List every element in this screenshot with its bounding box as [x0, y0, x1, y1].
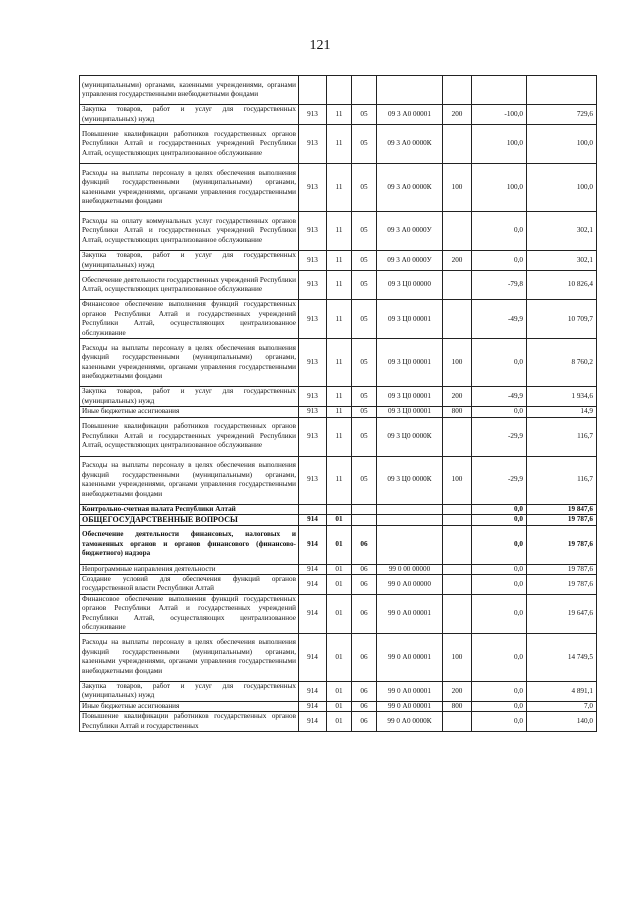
table-row — [80, 300, 597, 339]
section-code: 01 — [327, 564, 352, 574]
expense-type-code: 200 — [443, 251, 472, 271]
table-row — [80, 712, 597, 732]
total-amount: 116,7 — [527, 417, 597, 456]
total-amount: 19 787,6 — [527, 564, 597, 574]
ministry-code: 913 — [299, 212, 327, 251]
row-name: Обеспечение деятельности финансовых, налоговых и таможенных органов и органов финансового (финансово-бюджетного) надзора — [80, 525, 299, 564]
row-name: Повышение квалификации работников государственных органов Республики Алтай и государственных учреждений Республики Алтай, осуществляющих централизованное обслуживание — [80, 125, 299, 164]
section-code: 01 — [327, 594, 352, 633]
row-name: Расходы на выплаты персоналу в целях обеспечения выполнения функций государственными (муниципальными) органами, казенными учреждениями, органами управления государственными внебюджетными фондами — [80, 339, 299, 387]
target-article-code: 99 0 00 00000 — [377, 564, 443, 574]
total-amount: 14 749,5 — [527, 633, 597, 681]
target-article-code: 09 3 Ц0 00001 — [377, 407, 443, 417]
section-code: 11 — [327, 271, 352, 300]
row-name: Финансовое обеспечение выполнения функций государственных органов Республики Алтай и государственных учреждений Республики Алтай, осуществляющих централизованное обслуживание — [80, 594, 299, 633]
subsection-code: 06 — [352, 564, 377, 574]
change-amount: 0,0 — [472, 564, 527, 574]
ministry-code: 914 — [299, 701, 327, 711]
target-article-code: 09 3 А0 0000У — [377, 251, 443, 271]
table-row — [80, 633, 597, 681]
subsection-code: 05 — [352, 105, 377, 125]
subsection-code: 06 — [352, 525, 377, 564]
target-article-code: 09 3 Ц0 0000К — [377, 456, 443, 504]
section-code — [327, 504, 352, 514]
ministry-code — [299, 504, 327, 514]
target-article-code: 99 0 А0 00000 — [377, 574, 443, 594]
section-code: 11 — [327, 417, 352, 456]
table-body — [80, 76, 597, 732]
target-article-code: 99 0 А0 00001 — [377, 681, 443, 701]
change-amount: 100,0 — [472, 164, 527, 212]
expense-type-code — [443, 504, 472, 514]
ministry-code: 913 — [299, 300, 327, 339]
change-amount: 0,0 — [472, 504, 527, 514]
subsection-code: 05 — [352, 300, 377, 339]
table-row — [80, 701, 597, 711]
change-amount: 0,0 — [472, 633, 527, 681]
target-article-code: 09 3 Ц0 00001 — [377, 339, 443, 387]
ministry-code: 914 — [299, 574, 327, 594]
section-code: 01 — [327, 633, 352, 681]
ministry-code: 913 — [299, 339, 327, 387]
row-name: Иные бюджетные ассигнования — [80, 407, 299, 417]
total-amount: 10 709,7 — [527, 300, 597, 339]
subsection-code: 05 — [352, 271, 377, 300]
section-code — [327, 76, 352, 105]
subsection-code — [352, 76, 377, 105]
total-amount: 10 826,4 — [527, 271, 597, 300]
target-article-code — [377, 504, 443, 514]
table-row — [80, 574, 597, 594]
section-code: 11 — [327, 387, 352, 407]
row-name: Расходы на выплаты персоналу в целях обеспечения выполнения функций государственными (муниципальными) органами, казенными учреждениями, органами управления государственными внебюджетными фондами — [80, 456, 299, 504]
change-amount: -49,9 — [472, 300, 527, 339]
ministry-code: 913 — [299, 271, 327, 300]
subsection-code: 05 — [352, 251, 377, 271]
change-amount: -100,0 — [472, 105, 527, 125]
total-amount: 19 787,6 — [527, 525, 597, 564]
change-amount: 0,0 — [472, 594, 527, 633]
section-code: 11 — [327, 339, 352, 387]
expense-type-code: 100 — [443, 456, 472, 504]
expense-type-code — [443, 125, 472, 164]
table-row — [80, 594, 597, 633]
target-article-code: 09 3 А0 0000К — [377, 125, 443, 164]
row-name: Обеспечение деятельности государственных учреждений Республики Алтай, осуществляющих централизованное обслуживание — [80, 271, 299, 300]
expense-type-code: 100 — [443, 164, 472, 212]
row-name: Повышение квалификации работников государственных органов Республики Алтай и государственных учреждений Республики Алтай, осуществляющих централизованное обслуживание — [80, 417, 299, 456]
subsection-code: 05 — [352, 456, 377, 504]
table-row — [80, 76, 597, 105]
table-row — [80, 271, 597, 300]
expense-type-code — [443, 712, 472, 732]
total-amount: 116,7 — [527, 456, 597, 504]
row-name: Закупка товаров, работ и услуг для государственных (муниципальных) нужд — [80, 105, 299, 125]
row-name: Иные бюджетные ассигнования — [80, 701, 299, 711]
subsection-code: 06 — [352, 594, 377, 633]
section-code: 11 — [327, 251, 352, 271]
total-amount: 8 760,2 — [527, 339, 597, 387]
target-article-code: 09 3 Ц0 0000К — [377, 417, 443, 456]
ministry-code: 913 — [299, 387, 327, 407]
row-name: Контрольно-счетная палата Республики Алтай — [80, 504, 299, 514]
row-name: ОБЩЕГОСУДАРСТВЕННЫЕ ВОПРОСЫ — [80, 515, 299, 525]
expense-type-code — [443, 212, 472, 251]
row-name: Расходы на выплаты персоналу в целях обеспечения выполнения функций государственными (муниципальными) органами, казенными учреждениями, органами управления государственными внебюджетными фондами — [80, 164, 299, 212]
row-name: Создание условий для обеспечения функций органов государственной власти Республики Алтай — [80, 574, 299, 594]
ministry-code: 913 — [299, 456, 327, 504]
ministry-code: 914 — [299, 633, 327, 681]
ministry-code: 913 — [299, 417, 327, 456]
target-article-code: 99 0 А0 0000К — [377, 712, 443, 732]
row-name: Закупка товаров, работ и услуг для государственных (муниципальных) нужд — [80, 251, 299, 271]
subsection-code: 06 — [352, 681, 377, 701]
total-amount: 19 787,6 — [527, 574, 597, 594]
section-code: 01 — [327, 574, 352, 594]
target-article-code — [377, 515, 443, 525]
change-amount: -29,9 — [472, 456, 527, 504]
expense-type-code — [443, 574, 472, 594]
section-code: 01 — [327, 701, 352, 711]
expense-type-code — [443, 515, 472, 525]
change-amount: 0,0 — [472, 712, 527, 732]
expense-type-code: 200 — [443, 681, 472, 701]
expense-type-code — [443, 76, 472, 105]
target-article-code: 99 0 А0 00001 — [377, 594, 443, 633]
section-code: 11 — [327, 105, 352, 125]
total-amount: 1 934,6 — [527, 387, 597, 407]
target-article-code: 09 3 А0 0000У — [377, 212, 443, 251]
row-name: Закупка товаров, работ и услуг для государственных (муниципальных) нужд — [80, 681, 299, 701]
budget-table — [79, 75, 597, 732]
expense-type-code — [443, 564, 472, 574]
total-amount: 100,0 — [527, 164, 597, 212]
table-row — [80, 525, 597, 564]
change-amount: 0,0 — [472, 681, 527, 701]
row-name: Расходы на выплаты персоналу в целях обеспечения выполнения функций государственными (муниципальными) органами, казенными учреждениями, органами управления государственными внебюджетными фондами — [80, 633, 299, 681]
table-row — [80, 105, 597, 125]
section-code: 01 — [327, 525, 352, 564]
subsection-code — [352, 515, 377, 525]
expense-type-code: 200 — [443, 105, 472, 125]
ministry-code: 914 — [299, 525, 327, 564]
section-code: 11 — [327, 407, 352, 417]
subsection-code: 05 — [352, 339, 377, 387]
section-code: 01 — [327, 681, 352, 701]
table-row — [80, 407, 597, 417]
table-row — [80, 339, 597, 387]
total-amount: 14,9 — [527, 407, 597, 417]
expense-type-code: 100 — [443, 339, 472, 387]
ministry-code: 914 — [299, 681, 327, 701]
row-name: (муниципальными) органами, казенными учреждениями, органами управления государственными внебюджетными фондами — [80, 76, 299, 105]
subsection-code: 05 — [352, 387, 377, 407]
change-amount: 0,0 — [472, 339, 527, 387]
expense-type-code — [443, 525, 472, 564]
target-article-code: 99 0 А0 00001 — [377, 701, 443, 711]
expense-type-code: 800 — [443, 701, 472, 711]
section-code: 11 — [327, 212, 352, 251]
change-amount: 0,0 — [472, 701, 527, 711]
change-amount: 100,0 — [472, 125, 527, 164]
subsection-code: 06 — [352, 574, 377, 594]
section-code: 11 — [327, 164, 352, 212]
target-article-code: 09 3 А0 0000К — [377, 164, 443, 212]
table-row — [80, 564, 597, 574]
expense-type-code — [443, 300, 472, 339]
subsection-code — [352, 504, 377, 514]
total-amount: 4 891,1 — [527, 681, 597, 701]
table-row — [80, 387, 597, 407]
table-row — [80, 251, 597, 271]
change-amount: 0,0 — [472, 407, 527, 417]
target-article-code: 99 0 А0 00001 — [377, 633, 443, 681]
table-row — [80, 125, 597, 164]
total-amount: 729,6 — [527, 105, 597, 125]
change-amount: -49,9 — [472, 387, 527, 407]
table-row — [80, 504, 597, 514]
subsection-code: 05 — [352, 125, 377, 164]
table-row — [80, 681, 597, 701]
expense-type-code: 200 — [443, 387, 472, 407]
total-amount: 7,0 — [527, 701, 597, 711]
total-amount: 140,0 — [527, 712, 597, 732]
table-row — [80, 212, 597, 251]
target-article-code — [377, 525, 443, 564]
ministry-code: 914 — [299, 564, 327, 574]
change-amount — [472, 76, 527, 105]
expense-type-code — [443, 594, 472, 633]
change-amount: 0,0 — [472, 574, 527, 594]
section-code: 01 — [327, 515, 352, 525]
target-article-code — [377, 76, 443, 105]
table-row — [80, 164, 597, 212]
ministry-code: 913 — [299, 105, 327, 125]
table-row — [80, 417, 597, 456]
target-article-code: 09 3 Ц0 00001 — [377, 387, 443, 407]
subsection-code: 06 — [352, 712, 377, 732]
change-amount: -79,8 — [472, 271, 527, 300]
row-name: Закупка товаров, работ и услуг для государственных (муниципальных) нужд — [80, 387, 299, 407]
change-amount: 0,0 — [472, 212, 527, 251]
total-amount: 302,1 — [527, 251, 597, 271]
expense-type-code: 800 — [443, 407, 472, 417]
target-article-code: 09 3 А0 00001 — [377, 105, 443, 125]
ministry-code: 913 — [299, 407, 327, 417]
ministry-code: 914 — [299, 515, 327, 525]
expense-type-code — [443, 271, 472, 300]
subsection-code: 05 — [352, 407, 377, 417]
ministry-code: 913 — [299, 164, 327, 212]
ministry-code — [299, 76, 327, 105]
subsection-code: 05 — [352, 212, 377, 251]
subsection-code: 05 — [352, 417, 377, 456]
subsection-code: 06 — [352, 633, 377, 681]
row-name: Расходы на оплату коммунальных услуг государственных органов Республики Алтай и государственных учреждений Республики Алтай, осуществляющих централизованное обслуживание — [80, 212, 299, 251]
target-article-code: 09 3 Ц0 00001 — [377, 300, 443, 339]
section-code: 11 — [327, 456, 352, 504]
section-code: 01 — [327, 712, 352, 732]
section-code: 11 — [327, 125, 352, 164]
total-amount — [527, 76, 597, 105]
ministry-code: 913 — [299, 251, 327, 271]
subsection-code: 05 — [352, 164, 377, 212]
total-amount: 100,0 — [527, 125, 597, 164]
expense-type-code — [443, 417, 472, 456]
expense-type-code: 100 — [443, 633, 472, 681]
ministry-code: 914 — [299, 594, 327, 633]
subsection-code: 06 — [352, 701, 377, 711]
ministry-code: 914 — [299, 712, 327, 732]
total-amount: 19 787,6 — [527, 515, 597, 525]
target-article-code: 09 3 Ц0 00000 — [377, 271, 443, 300]
row-name: Финансовое обеспечение выполнения функций государственных органов Республики Алтай и государственных учреждений Республики Алтай, осуществляющих централизованное обслуживание — [80, 300, 299, 339]
row-name: Повышение квалификации работников государственных органов Республики Алтай и государственных — [80, 712, 299, 732]
change-amount: 0,0 — [472, 251, 527, 271]
total-amount: 19 647,6 — [527, 594, 597, 633]
total-amount: 19 847,6 — [527, 504, 597, 514]
page-number: 121 — [309, 38, 331, 53]
table-row — [80, 515, 597, 525]
ministry-code: 913 — [299, 125, 327, 164]
row-name: Непрограммные направления деятельности — [80, 564, 299, 574]
total-amount: 302,1 — [527, 212, 597, 251]
change-amount: 0,0 — [472, 525, 527, 564]
change-amount: 0,0 — [472, 515, 527, 525]
table-row — [80, 456, 597, 504]
section-code: 11 — [327, 300, 352, 339]
change-amount: -29,9 — [472, 417, 527, 456]
